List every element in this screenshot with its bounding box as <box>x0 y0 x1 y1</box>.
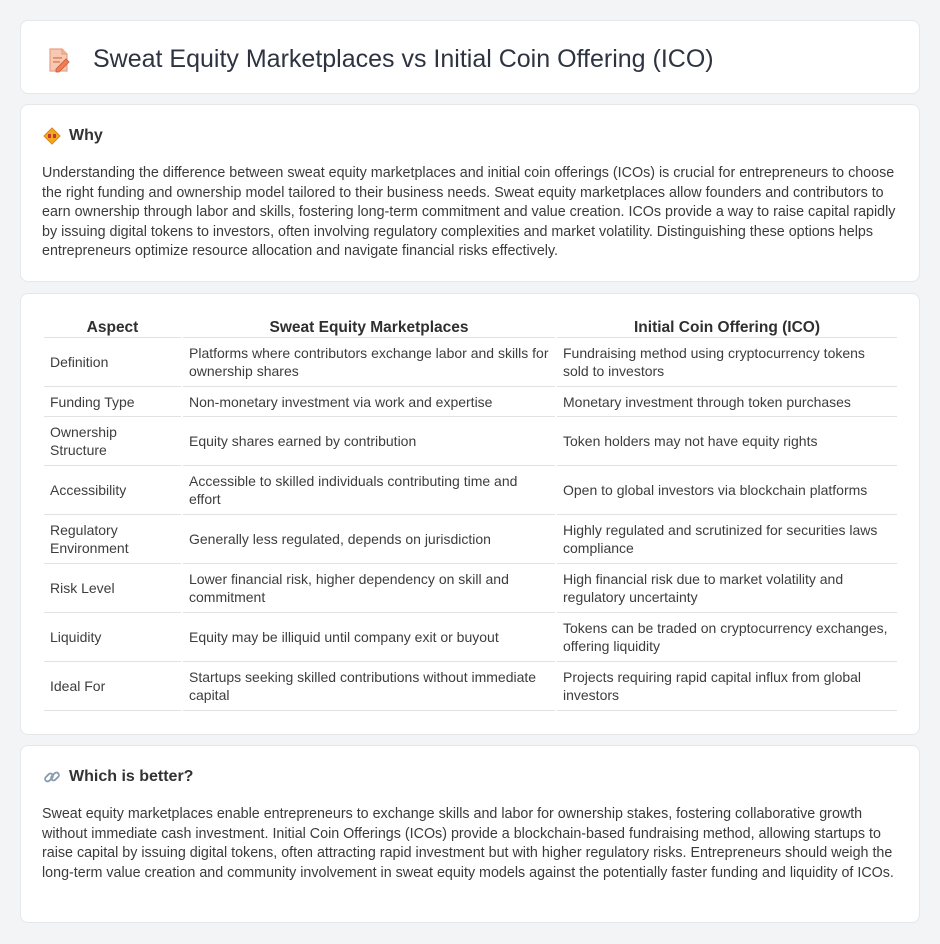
row-aspect: Regulatory Environment <box>44 515 181 564</box>
table-row <box>44 466 897 515</box>
row-ico: Open to global investors via blockchain platforms <box>557 466 897 515</box>
row-sweat-equity: Platforms where contributors exchange labor and skills for ownership shares <box>183 338 555 387</box>
row-ico: Projects requiring rapid capital influx from global investors <box>557 662 897 711</box>
row-aspect: Ownership Structure <box>44 417 181 466</box>
table-header-row <box>44 316 897 338</box>
table-row <box>44 564 897 613</box>
why-heading-row <box>43 127 103 145</box>
row-aspect: Liquidity <box>44 613 181 662</box>
row-aspect: Funding Type <box>44 387 181 417</box>
row-aspect: Ideal For <box>44 662 181 711</box>
document-edit-icon <box>47 47 71 73</box>
row-ico: Highly regulated and scrutinized for securities laws compliance <box>557 515 897 564</box>
diamond-sign-icon <box>43 127 61 145</box>
better-heading-row <box>43 768 193 786</box>
row-aspect: Definition <box>44 338 181 387</box>
row-sweat-equity: Equity shares earned by contribution <box>183 417 555 466</box>
header-ico: Initial Coin Offering (ICO) <box>557 316 897 338</box>
why-heading: Why <box>69 127 103 144</box>
row-ico: High financial risk due to market volatility and regulatory uncertainty <box>557 564 897 613</box>
row-sweat-equity: Equity may be illiquid until company exit or buyout <box>183 613 555 662</box>
row-sweat-equity: Startups seeking skilled contributions without immediate capital <box>183 662 555 711</box>
title-card <box>20 20 920 94</box>
table-row <box>44 338 897 387</box>
row-ico: Token holders may not have equity rights <box>557 417 897 466</box>
table-row <box>44 417 897 466</box>
link-icon <box>43 768 61 786</box>
better-heading: Which is better? <box>69 768 194 785</box>
row-aspect: Risk Level <box>44 564 181 613</box>
row-sweat-equity: Generally less regulated, depends on jurisdiction <box>183 515 555 564</box>
header-aspect: Aspect <box>44 316 181 338</box>
row-ico: Fundraising method using cryptocurrency tokens sold to investors <box>557 338 897 387</box>
table-row <box>44 613 897 662</box>
row-sweat-equity: Non-monetary investment via work and expertise <box>183 387 555 417</box>
title-row <box>47 45 714 74</box>
row-aspect: Accessibility <box>44 466 181 515</box>
header-sweat-equity: Sweat Equity Marketplaces <box>183 316 555 338</box>
which-is-better-section <box>20 745 920 923</box>
comparison-section <box>20 293 920 735</box>
row-ico: Monetary investment through token purchases <box>557 387 897 417</box>
why-section <box>20 104 920 282</box>
comparison-table <box>42 316 899 711</box>
table-row <box>44 387 897 417</box>
better-paragraph: Sweat equity marketplaces enable entrepreneurs to exchange skills and labor for ownership stakes, fostering collaborative growth without immediate cash investment. Initial Coin Offerings (ICOs) provide a blockchain-based fundraising method, allowing startups to raise capital by issuing digital tokens, often attracting rapid investment but with higher regulatory risks. Entrepreneurs should weigh the long-term value creation and community involvement in sweat equity models against the potentially faster funding and liquidity of ICOs. <box>42 806 894 881</box>
page-title: Sweat Equity Marketplaces vs Initial Coin Offering (ICO) <box>93 45 714 73</box>
row-sweat-equity: Lower financial risk, higher dependency on skill and commitment <box>183 564 555 613</box>
why-paragraph: Understanding the difference between sweat equity marketplaces and initial coin offerings (ICOs) is crucial for entrepreneurs to choose the right funding and ownership model tailored to their business needs. Sweat equity marketplaces allow founders and contributors to earn ownership through labor and skills, fostering long-term commitment and value creation. ICOs provide a way to raise capital rapidly by issuing digital tokens to investors, often involving regulatory complexities and market volatility. Distinguishing these options helps entrepreneurs optimize resource allocation and navigate financial risks effectively. <box>42 165 896 260</box>
row-ico: Tokens can be traded on cryptocurrency exchanges, offering liquidity <box>557 613 897 662</box>
table-row <box>44 662 897 711</box>
table-row <box>44 515 897 564</box>
row-sweat-equity: Accessible to skilled individuals contributing time and effort <box>183 466 555 515</box>
